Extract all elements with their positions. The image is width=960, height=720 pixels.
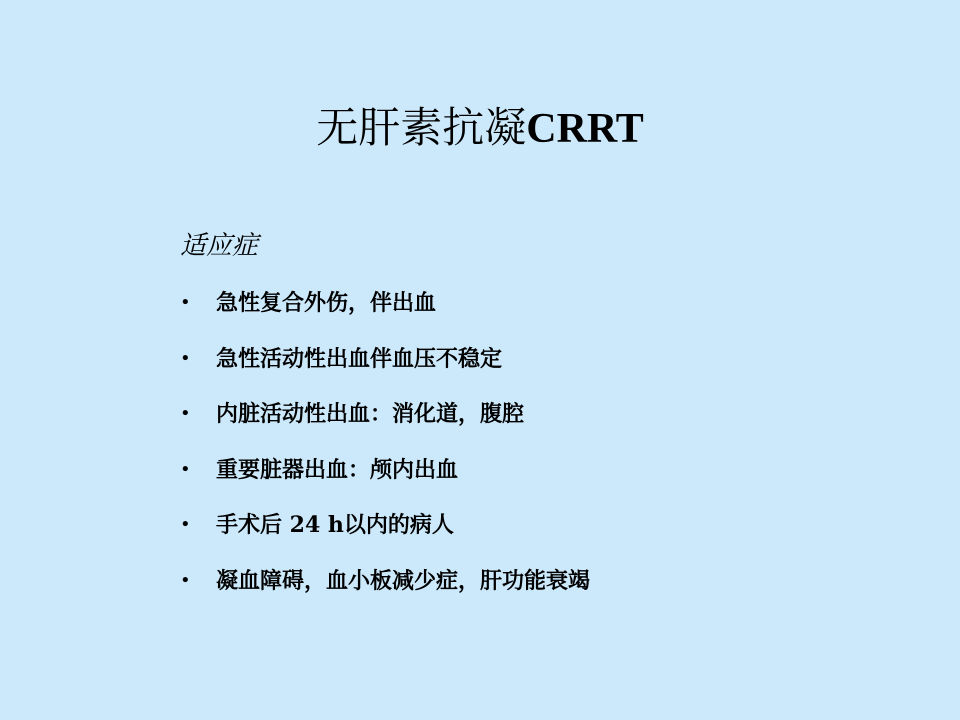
bullet-icon: • <box>180 458 191 480</box>
section-heading: 适应症 <box>180 231 259 261</box>
slide-title-cn: 无肝素抗凝 <box>316 103 527 152</box>
bullet-icon: • <box>180 403 191 424</box>
bullet-icon: • <box>180 292 191 313</box>
list-item-text: 内脏活动性出血：消化道，腹腔 <box>216 401 525 427</box>
slide-title <box>0 98 960 159</box>
list-item-text: 凝血障碍，血小板减少症，肝功能衰竭 <box>216 567 591 594</box>
slide-title-latin: CRRT <box>526 106 644 152</box>
bullet-icon: • <box>180 347 191 369</box>
bullet-icon: • <box>180 569 191 591</box>
list-item-text: 手术后 24 h以内的病人 <box>216 512 454 538</box>
list-item-text: 急性复合外伤，伴出血 <box>216 290 437 316</box>
list-item-text: 急性活动性出血伴血压不稳定 <box>216 345 503 372</box>
bullet-icon: • <box>180 514 191 535</box>
list-item-text: 重要脏器出血：颅内出血 <box>216 456 459 483</box>
